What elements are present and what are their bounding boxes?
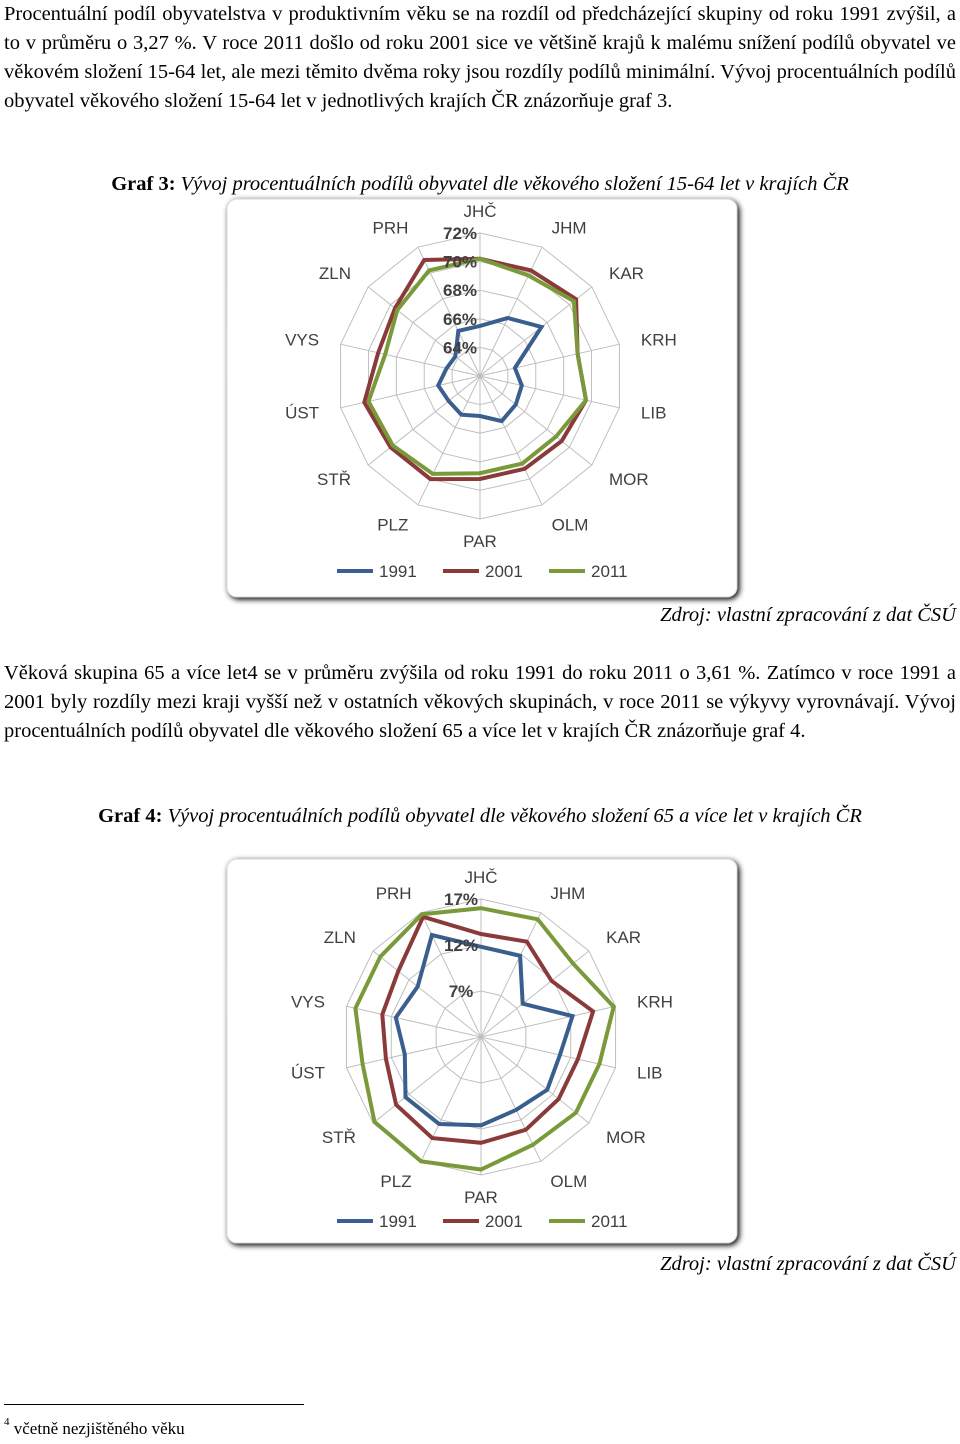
legend-label: 1991 (379, 562, 417, 581)
source-note: Zdroj: vlastní zpracování z dat ČSÚ (660, 604, 956, 626)
plot-frame (227, 859, 737, 1243)
category-label: ZLN (318, 264, 351, 284)
category-label: STŘ (321, 1127, 356, 1147)
tick-label: 17% (443, 890, 479, 909)
radar-chart-graf4 (225, 857, 743, 1249)
category-label: PAR (464, 1188, 498, 1207)
footnote-number: 4 (4, 1416, 10, 1428)
category-label: ZLN (323, 928, 356, 948)
category-label: LIB (637, 1063, 663, 1083)
caption-title: Vývoj procentuálních podílů obyvatel dle věkového složení 65 a více let v krajích ČR (167, 805, 862, 827)
category-label: OLM (551, 515, 589, 535)
category-label: VYS (285, 330, 320, 350)
category-label: PLZ (377, 515, 409, 535)
category-label: JHČ (463, 202, 497, 221)
tick-label: 64% (442, 338, 478, 358)
category-label: JHM (550, 883, 586, 903)
category-label: PLZ (380, 1172, 412, 1192)
legend-label: 2001 (485, 562, 523, 581)
category-label: PAR (463, 532, 497, 551)
category-label: ÚST (285, 403, 320, 423)
category-label: MOR (606, 1127, 646, 1147)
caption-label: Graf 3: (111, 173, 176, 195)
footnote-text: včetně nezjištěného věku (13, 1419, 185, 1438)
tick-label: 7% (448, 982, 474, 1001)
caption-title: Vývoj procentuálních podílů obyvatel dle věkového složení 15-64 let v krajích ČR (180, 173, 849, 195)
footnote-divider (4, 1404, 304, 1405)
category-label: JHM (551, 218, 587, 238)
tick-label: 72% (442, 224, 478, 243)
source-note: Zdroj: vlastní zpracování z dat ČSÚ (660, 1253, 956, 1275)
category-label: VYS (290, 992, 325, 1012)
category-label: PRH (372, 218, 409, 238)
caption-label: Graf 4: (98, 805, 163, 827)
category-label: KAR (609, 264, 644, 284)
tick-label: 66% (442, 309, 478, 329)
tick-label: 12% (443, 936, 479, 955)
category-label: JHČ (464, 868, 498, 887)
category-label: LIB (640, 403, 667, 423)
paragraph-65plus: Věková skupina 65 a více let4 se v průměru zvýšila od roku 1991 do roku 2011 o 3,61 %. Zatímco v roce 1991 a 2001 byly rozdíly mezi kraji vyšší než v ostatních věkových skupinách, v roce 2011 se výkyvy vyrovnávají. Vývoj procentuálních podílů obyvatel dle věkového složení 65 a více let v krajích ČR znázorňuje graf 4. (4, 662, 956, 742)
tick-label: 70% (442, 252, 478, 272)
legend-label: 2001 (485, 1212, 523, 1231)
category-label: STŘ (317, 469, 351, 489)
category-label: KRH (640, 330, 677, 350)
category-label: KAR (606, 928, 642, 948)
chart-caption-graf4 (0, 803, 960, 829)
tick-label: 68% (442, 281, 478, 301)
category-label: PRH (375, 883, 412, 903)
legend-label: 2011 (591, 562, 628, 581)
category-label: OLM (550, 1172, 588, 1192)
radar-chart-graf3 (225, 197, 743, 603)
chart-caption-graf3 (0, 171, 960, 197)
paragraph-intro: Procentuální podíl obyvatelstva v produktivním věku se na rozdíl od předcházející skupiny od roku 1991 zvýšil, a to v průměru o 3,27 %. V roce 2011 došlo od roku 2001 sice ve většině krajů k malému snížení podílů obyvatel ve věkovém složení 15-64 let, ale mezi těmito dvěma roky jsou rozdíly podílů minimální. Vývoj procentuálních podílů obyvatel věkového složení 15-64 let v jednotlivých krajích ČR znázorňuje graf 3. (4, 3, 956, 112)
legend-label: 1991 (379, 1212, 417, 1231)
legend-label: 2011 (591, 1212, 628, 1231)
footnote (4, 1416, 185, 1439)
category-label: MOR (609, 469, 649, 489)
category-label: ÚST (291, 1063, 325, 1083)
category-label: KRH (637, 992, 673, 1012)
